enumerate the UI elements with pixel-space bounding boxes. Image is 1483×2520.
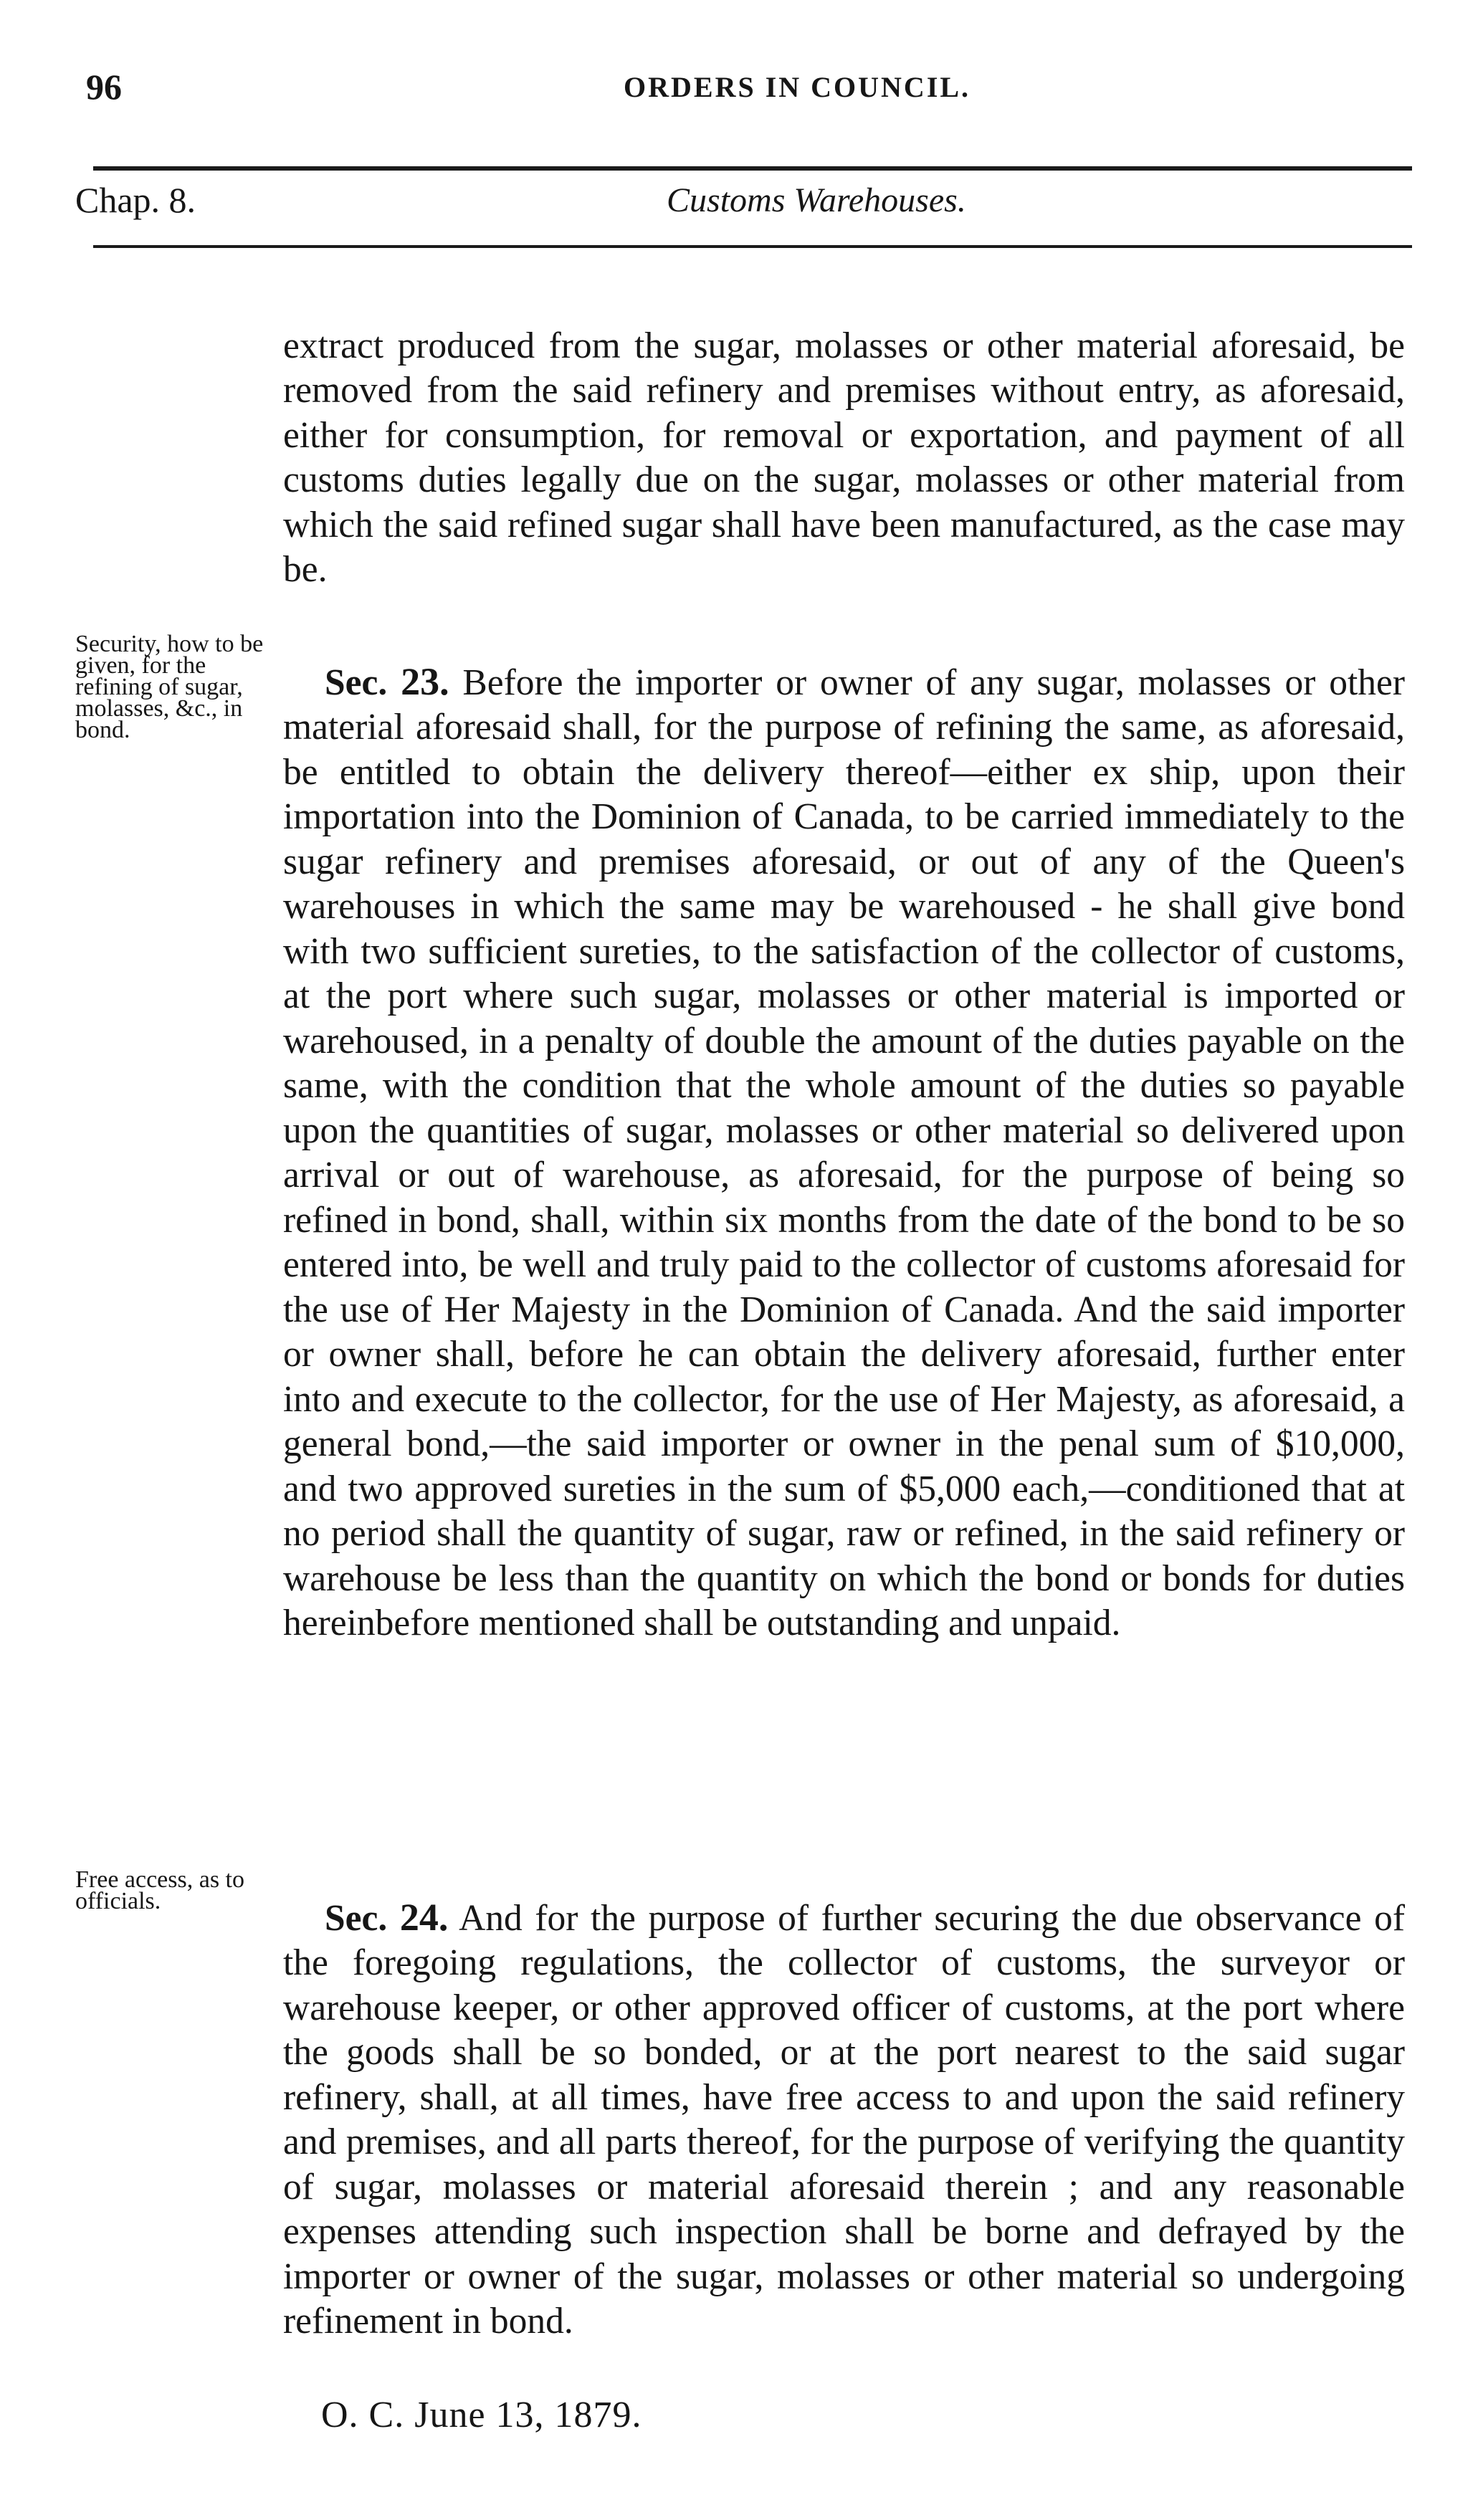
margin-note-security: Security, how to be given, for the refining of sugar, molasses, &c., in bond. <box>75 631 264 743</box>
running-title: ORDERS IN COUNCIL. <box>624 71 971 103</box>
section-23-text: Before the importer or owner of any sugar, molasses or other material aforesaid shall, for the purpose of refining the same, as aforesaid, be entitled to obtain the delivery thereof—either ex ship, upon their importation into the Dominion of Canada, to be carried immediately to the sugar refinery and premises aforesaid, or out of any of the Queen's warehouses in which the same may be warehoused - he shall give bond with two sufficient sureties, to the satisfaction of the collector of customs, at the port where such sugar, molasses or other material is imported or warehoused, in a penalty of double the amount of the duties payable on the same, with the condition that the whole amount of the duties so payable upon the quantities of sugar, molasses or other material so delivered upon arrival or out of warehouse, as aforesaid, for the purpose of being so refined in bond, shall, within six months from the date of the bond to be so entered into, be well and truly paid to the collector of customs aforesaid for the use of Her Majesty in the Dominion of Canada. And the said importer or owner shall, before he can obtain the delivery aforesaid, further enter into and execute to the collector, for the use of Her Majesty, as aforesaid, a general bond,—the said importer or owner in the penal sum of $10,000, and two approved sureties in the sum of $5,000 each,—conditioned that at no period shall the quantity of sugar, raw or refined, in the said refinery or warehouse be less than the quantity on which the bond or bonds for duties hereinbefore mentioned shall be outstanding and unpaid. <box>283 662 1406 1643</box>
section-23-label: Sec. <box>325 662 388 703</box>
section-24-label: Sec. <box>325 1897 388 1939</box>
page-number: 96 <box>86 67 122 107</box>
order-date-signature: O. C. June 13, 1879. <box>321 2395 642 2435</box>
running-head <box>50 66 1426 116</box>
continuation-paragraph: extract produced from the sugar, molasses or other material aforesaid, be removed from the said refinery and premises without entry, as aforesaid, either for consumption, for removal or exportation, and payment of all customs duties legally due on the sugar, molasses or other material from which the said refined sugar shall have been manufactured, as the case may be. <box>283 325 1405 590</box>
section-24-text: And for the purpose of further securing the due observance of the foregoing regulations, the collector of customs, the surveyor or warehouse keeper, or other approved officer of customs, at the port where the goods shall be so bonded, or at the port nearest to the said sugar refinery, shall, at all times, have free access to and upon the said refinery and premises, and all parts thereof, for the purpose of verifying the quantity of sugar, molasses or material aforesaid therein ; and any reasonable expenses attending such inspection shall be borne and defrayed by the importer or owner of the sugar, molasses or other material so undergoing refinement in bond. <box>283 1897 1405 2342</box>
header-rule-bottom <box>93 245 1412 248</box>
section-24-number: 24. <box>399 1895 449 1939</box>
margin-note-free-access: Free access, as to officials. <box>75 1866 245 1914</box>
section-title: Customs Warehouses. <box>667 181 966 219</box>
header-rule-top <box>93 166 1412 171</box>
section-23-paragraph <box>283 659 1405 1646</box>
chapter-label: Chap. 8. <box>75 180 196 220</box>
section-24-paragraph <box>283 1895 1405 2344</box>
section-23-number: 23. <box>401 659 449 703</box>
